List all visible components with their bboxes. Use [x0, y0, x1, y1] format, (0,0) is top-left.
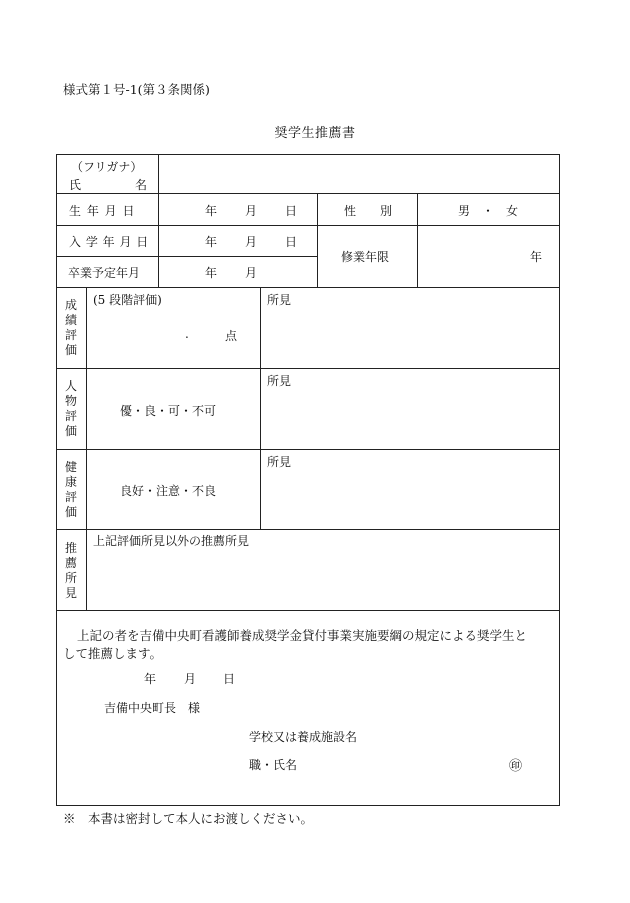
sex-options: 男 ・ 女: [458, 204, 519, 218]
row-divider: [57, 610, 559, 611]
row-divider: [57, 225, 559, 226]
birth-date-label: 生 年 月 日: [69, 204, 136, 218]
name-label-first: 氏: [69, 178, 82, 192]
school-name-label: 学校又は養成施設名: [249, 730, 358, 744]
sex-label: 性 別: [344, 204, 393, 218]
graduation-month-unit: 月: [245, 266, 258, 280]
name-label-second: 名: [135, 178, 148, 192]
form-number: 様式第１号-1(第３条関係): [63, 82, 210, 97]
entry-year-unit: 年: [205, 235, 218, 249]
entry-month-unit: 月: [245, 235, 258, 249]
row-divider: [57, 193, 559, 194]
position-name-label: 職・氏名: [249, 758, 298, 772]
grades-decimal-dot: .: [185, 327, 189, 341]
health-section-label: 健 康 評 価: [64, 460, 77, 519]
study-years-unit: 年: [530, 250, 543, 264]
statement-date-month: 月: [184, 672, 197, 686]
health-options: 良好・注意・不良: [120, 484, 217, 498]
grades-points-unit: 点: [225, 329, 238, 343]
graduation-date-label: 卒業予定年月: [68, 266, 141, 280]
character-options: 優・良・可・不可: [120, 404, 217, 418]
birth-month-unit: 月: [245, 204, 258, 218]
furigana-label: （フリガナ）: [71, 160, 143, 174]
birth-day-unit: 日: [285, 204, 298, 218]
grades-scale-note: (5 段階評価): [93, 293, 162, 307]
entry-day-unit: 日: [285, 235, 298, 249]
statement-date-year: 年: [144, 672, 157, 686]
row-divider: [57, 529, 559, 530]
statement-line-2: して推薦します。: [63, 646, 163, 661]
row-divider: [57, 368, 559, 369]
footer-note: ※ 本書は密封して本人にお渡しください。: [63, 811, 314, 826]
addressee: 吉備中央町長 様: [104, 701, 201, 715]
column-divider: [317, 193, 318, 287]
birth-year-unit: 年: [205, 204, 218, 218]
column-divider: [158, 155, 159, 287]
row-divider: [57, 256, 317, 257]
row-divider: [57, 449, 559, 450]
row-divider: [57, 287, 559, 288]
column-divider: [260, 287, 261, 529]
character-remarks-label: 所見: [267, 374, 292, 388]
statement-line-1: 上記の者を吉備中央町看護師養成奨学金貸付事業実施要綱の規定による奨学生と: [77, 628, 528, 643]
column-divider: [417, 193, 418, 287]
graduation-year-unit: 年: [205, 266, 218, 280]
recommendation-heading: 上記評価所見以外の推薦所見: [93, 534, 250, 548]
study-years-label: 修業年限: [341, 250, 390, 264]
entry-date-label: 入 学 年 月 日: [69, 235, 149, 249]
grades-section-label: 成 績 評 価: [64, 298, 77, 357]
character-section-label: 人 物 評 価: [64, 379, 77, 438]
health-remarks-label: 所見: [267, 455, 292, 469]
recommendation-section-label: 推 薦 所 見: [64, 541, 77, 600]
recommendation-form-table: [56, 154, 560, 806]
grades-remarks-label: 所見: [267, 293, 292, 307]
document-title: 奨学生推薦書: [274, 126, 356, 141]
column-divider: [86, 287, 87, 610]
statement-date-day: 日: [223, 672, 236, 686]
seal-mark: ㊞: [509, 759, 523, 774]
